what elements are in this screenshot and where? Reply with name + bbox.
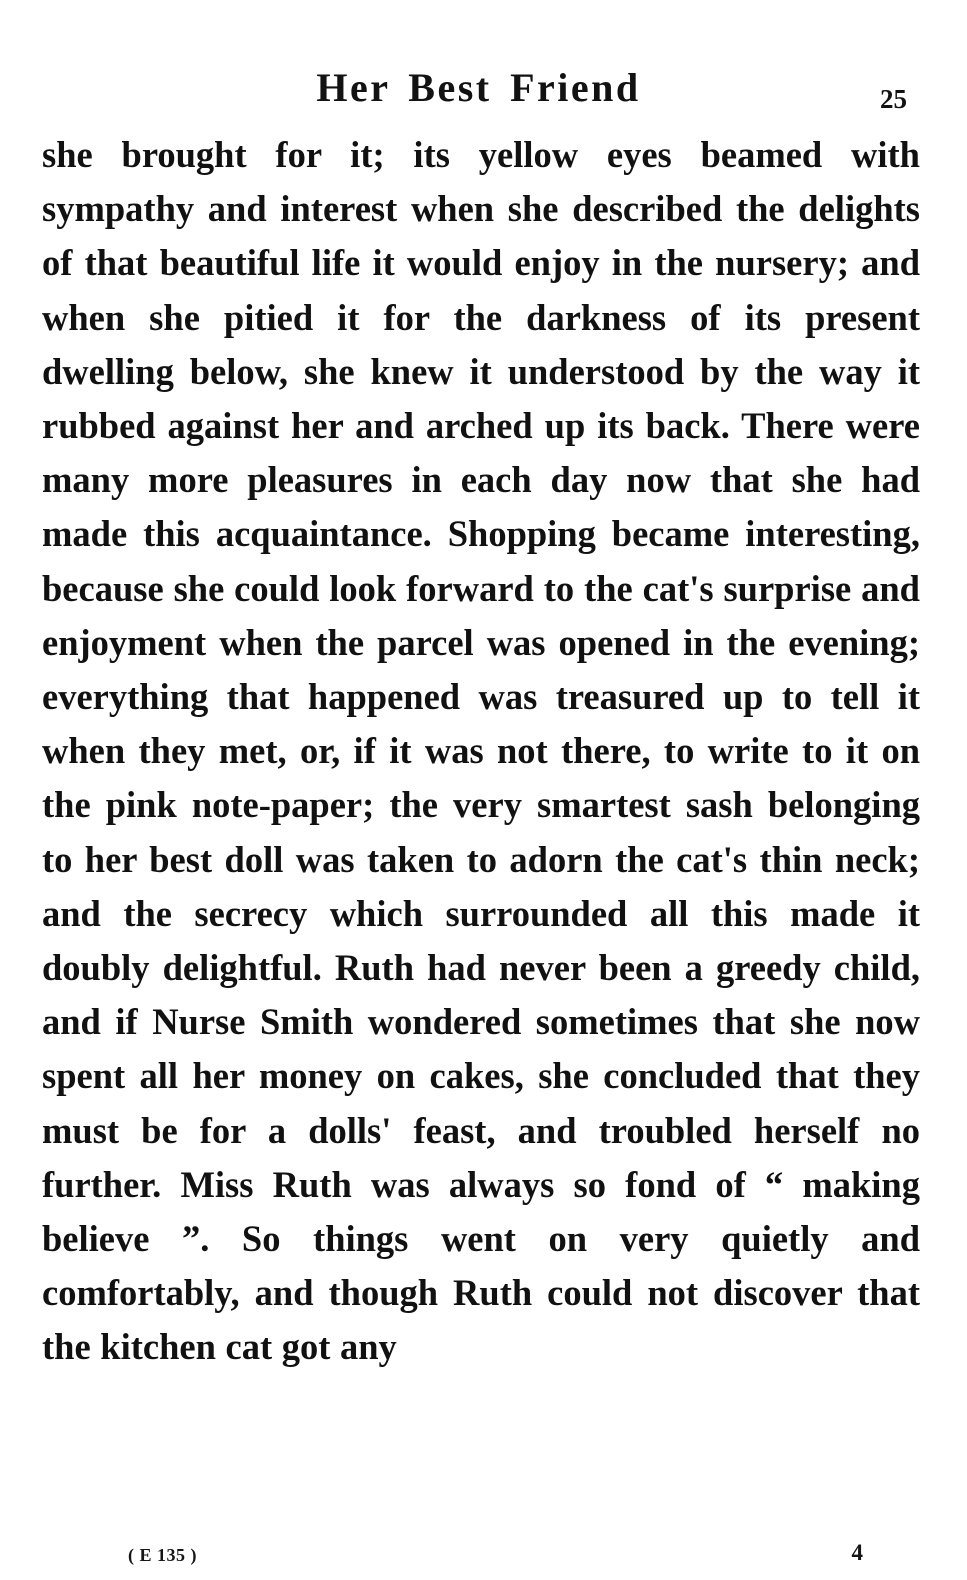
page-number: 25 <box>880 84 907 114</box>
signature-mark: ( E 135 ) <box>128 1545 197 1565</box>
page-header <box>42 38 915 114</box>
paragraph-continuation: she brought for it; its yellow eyes beamed with sympathy and interest when she described the delights of that beautiful life it would enjoy in the nursery; and when she pitied it for the darkness of its present dwelling below, she knew it understood by the way it rubbed against her and arched up its back. There were many more pleasures in each day now that she had made this acquaintance. Shopping became interesting, because she could look forward to the cat's surprise and enjoyment when the parcel was opened in the evening; everything that happened was treasured up to tell it when they met, or, if it was not there, to write to it on the pink note-paper; the very smartest sash belonging to her best doll was taken to adorn the cat's thin neck; and the secrecy which surrounded all this made it doubly delightful. Ruth had never been a greedy child, and if Nurse Smith wondered sometimes that she now spent all her money on cakes, she concluded that they must be for a dolls' feast, and troubled herself no further. Miss Ruth was always so fond of “ making believe ”. So things went on very quietly and comfortably, and though Ruth could not discover that the kitchen cat got any <box>42 134 920 1368</box>
sheet-number: 4 <box>851 1540 863 1565</box>
body-text <box>42 128 920 1375</box>
page-footer <box>42 1536 915 1566</box>
running-head-title: Her Best Friend <box>316 65 641 110</box>
